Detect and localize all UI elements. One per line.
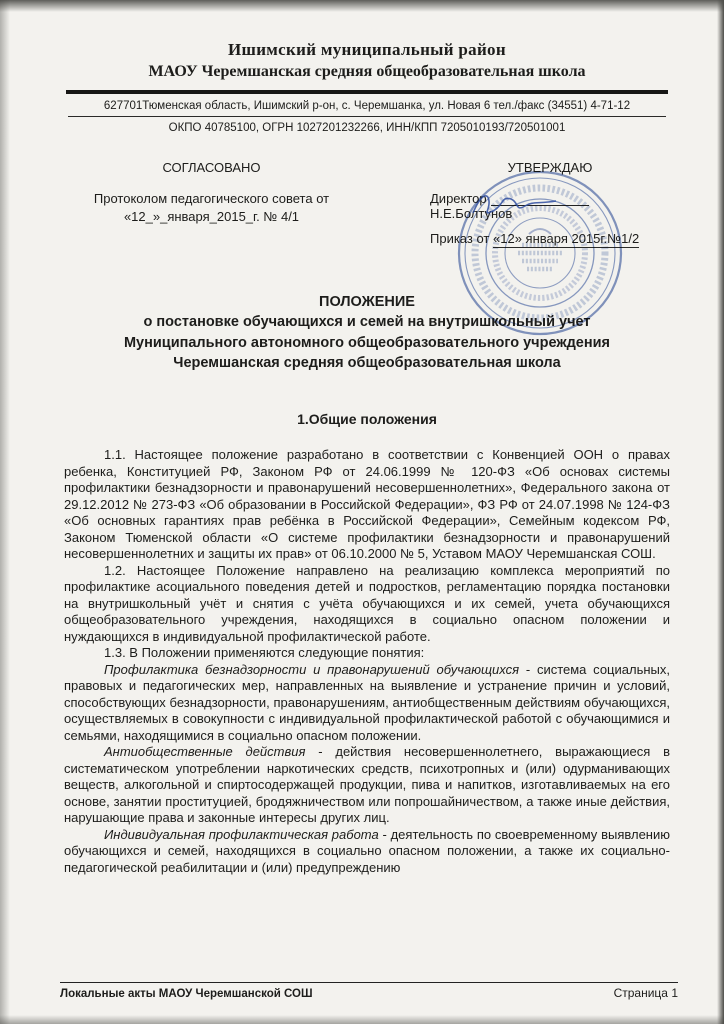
agreed-title: СОГЛАСОВАНО xyxy=(162,160,261,175)
org-district: Ишимский муниципальный район xyxy=(228,40,506,59)
definition-item xyxy=(64,744,670,827)
definition-body: - действия несовершеннолетнего, выражающиеся в систематическом употреблении наркотических средств, психотропных и (или) одурманивающих веществ, алкогольной и спиртосодержащей продукции, пива и напитков, изготавливаемых на его основе, занятии проституцией, бродяжничеством или попрошайничеством, а также иные действия, нарушающие права и законные интересы других лиц. xyxy=(64,744,670,826)
page-footer xyxy=(60,982,678,1000)
org-address: 627701Тюменская область, Ишимский р-он, с. Черемшанка, ул. Новая 6 тел./факс (34551) 4-71-12 xyxy=(68,100,666,117)
definition-item xyxy=(64,662,670,745)
director-name: Н.Е.Болтунов xyxy=(430,206,513,221)
document-title: ПОЛОЖЕНИЕ xyxy=(319,294,415,310)
approved-block xyxy=(430,160,670,246)
divider-thick xyxy=(66,90,668,94)
scan-edge-top xyxy=(0,0,724,12)
scan-edge-left xyxy=(0,0,10,1024)
order-label: Приказ от xyxy=(430,231,490,246)
org-codes: ОКПО 40785100, ОГРН 1027201232266, ИНН/КПП 7205010193/720501001 xyxy=(168,122,566,134)
document-body xyxy=(64,447,670,876)
scan-edge-right xyxy=(717,0,724,1024)
org-name: МАОУ Черемшанская средняя общеобразовательная школа xyxy=(148,63,586,80)
director-line xyxy=(430,191,670,221)
definition-term: Профилактика безнадзорности и правонарушений обучающихся xyxy=(104,661,520,677)
document-subtitle-2: Муниципального автономного общеобразовательного учреждения xyxy=(123,334,611,351)
order-line xyxy=(430,231,670,246)
approval-section xyxy=(64,160,670,246)
order-value: «12» января 2015г.№1/2 xyxy=(493,231,640,246)
agreed-line-1: Протоколом педагогического совета от xyxy=(93,191,330,206)
paragraph-1-3: 1.3. В Положении применяются следующие понятия: xyxy=(104,645,425,661)
definition-body: - система социальных, правовых и педагогических мер, направленных на выявление и устранение причин и условий, способствующих безнадзорности, правонарушениям, антиобщественным действиям обучающихся, осуществляемых в совокупности с индивидуальной профилактической работой с обучающимися и семьями, находящимися в социально опасном положении. xyxy=(64,661,670,743)
definition-body: - деятельность по своевременному выявлению обучающихся и семей, находящихся в социально опасном положении, а также их социально-педагогической реабилитации и (или) предупреждению xyxy=(64,826,670,875)
signature-line xyxy=(491,193,589,206)
letterhead xyxy=(64,40,670,134)
document-subtitle-1: о постановке обучающихся и семей на внутришкольный учет xyxy=(143,314,591,331)
scan-edge-bottom xyxy=(0,1015,724,1024)
footer-document-type: Локальные акты МАОУ Черемшанской СОШ xyxy=(60,988,313,1000)
approved-title: УТВЕРЖДАЮ xyxy=(507,160,593,175)
definition-term: Антиобщественные действия xyxy=(104,744,306,760)
paragraph-1-1: 1.1. Настоящее положение разработано в соответствии с Конвенцией ООН о правах ребенка, Конституцией РФ, Законом РФ от 24.06.1999 № 120-ФЗ «Об основах системы профилактики безнадзорности и правонарушений несовершеннолетних», Федерального закона от 29.12.2012 № 273-ФЗ «Об образовании в Российской Федерации», ФЗ РФ от 24.07.1998 № 124-ФЗ «Об основных гарантиях прав ребёнка в Российской Федерации», Семейным кодексом РФ, Законом Тюменской области «О системе профилактики безнадзорности и правонарушений несовершеннолетних и защиты их прав» от 06.10.2000 № 5, Уставом МАОУ Черемшанская СОШ. xyxy=(64,447,670,562)
agreed-line-2: «12_»_января_2015_г. № 4/1 xyxy=(123,209,300,224)
definition-term: Индивидуальная профилактическая работа xyxy=(104,826,379,842)
section-heading: 1.Общие положения xyxy=(297,411,437,428)
definition-item xyxy=(64,827,670,877)
document-title-block xyxy=(64,292,670,373)
document-subtitle-3: Черемшанская средняя общеобразовательная школа xyxy=(173,354,561,371)
agreed-block xyxy=(64,160,359,246)
page-number: Страница 1 xyxy=(613,986,678,1000)
director-label: Директор xyxy=(430,191,487,206)
paragraph-1-2: 1.2. Настоящее Положение направлено на реализацию комплекса мероприятий по профилактике асоциального поведения детей и подростков, регламентацию порядка постановки на внутришкольный учёт и снятия с учёта обучающихся и их семей, учета обучающихся общеобразовательного учреждения, находящихся в социально опасном положении и нуждающихся в индивидуальной профилактической работе. xyxy=(64,562,670,644)
